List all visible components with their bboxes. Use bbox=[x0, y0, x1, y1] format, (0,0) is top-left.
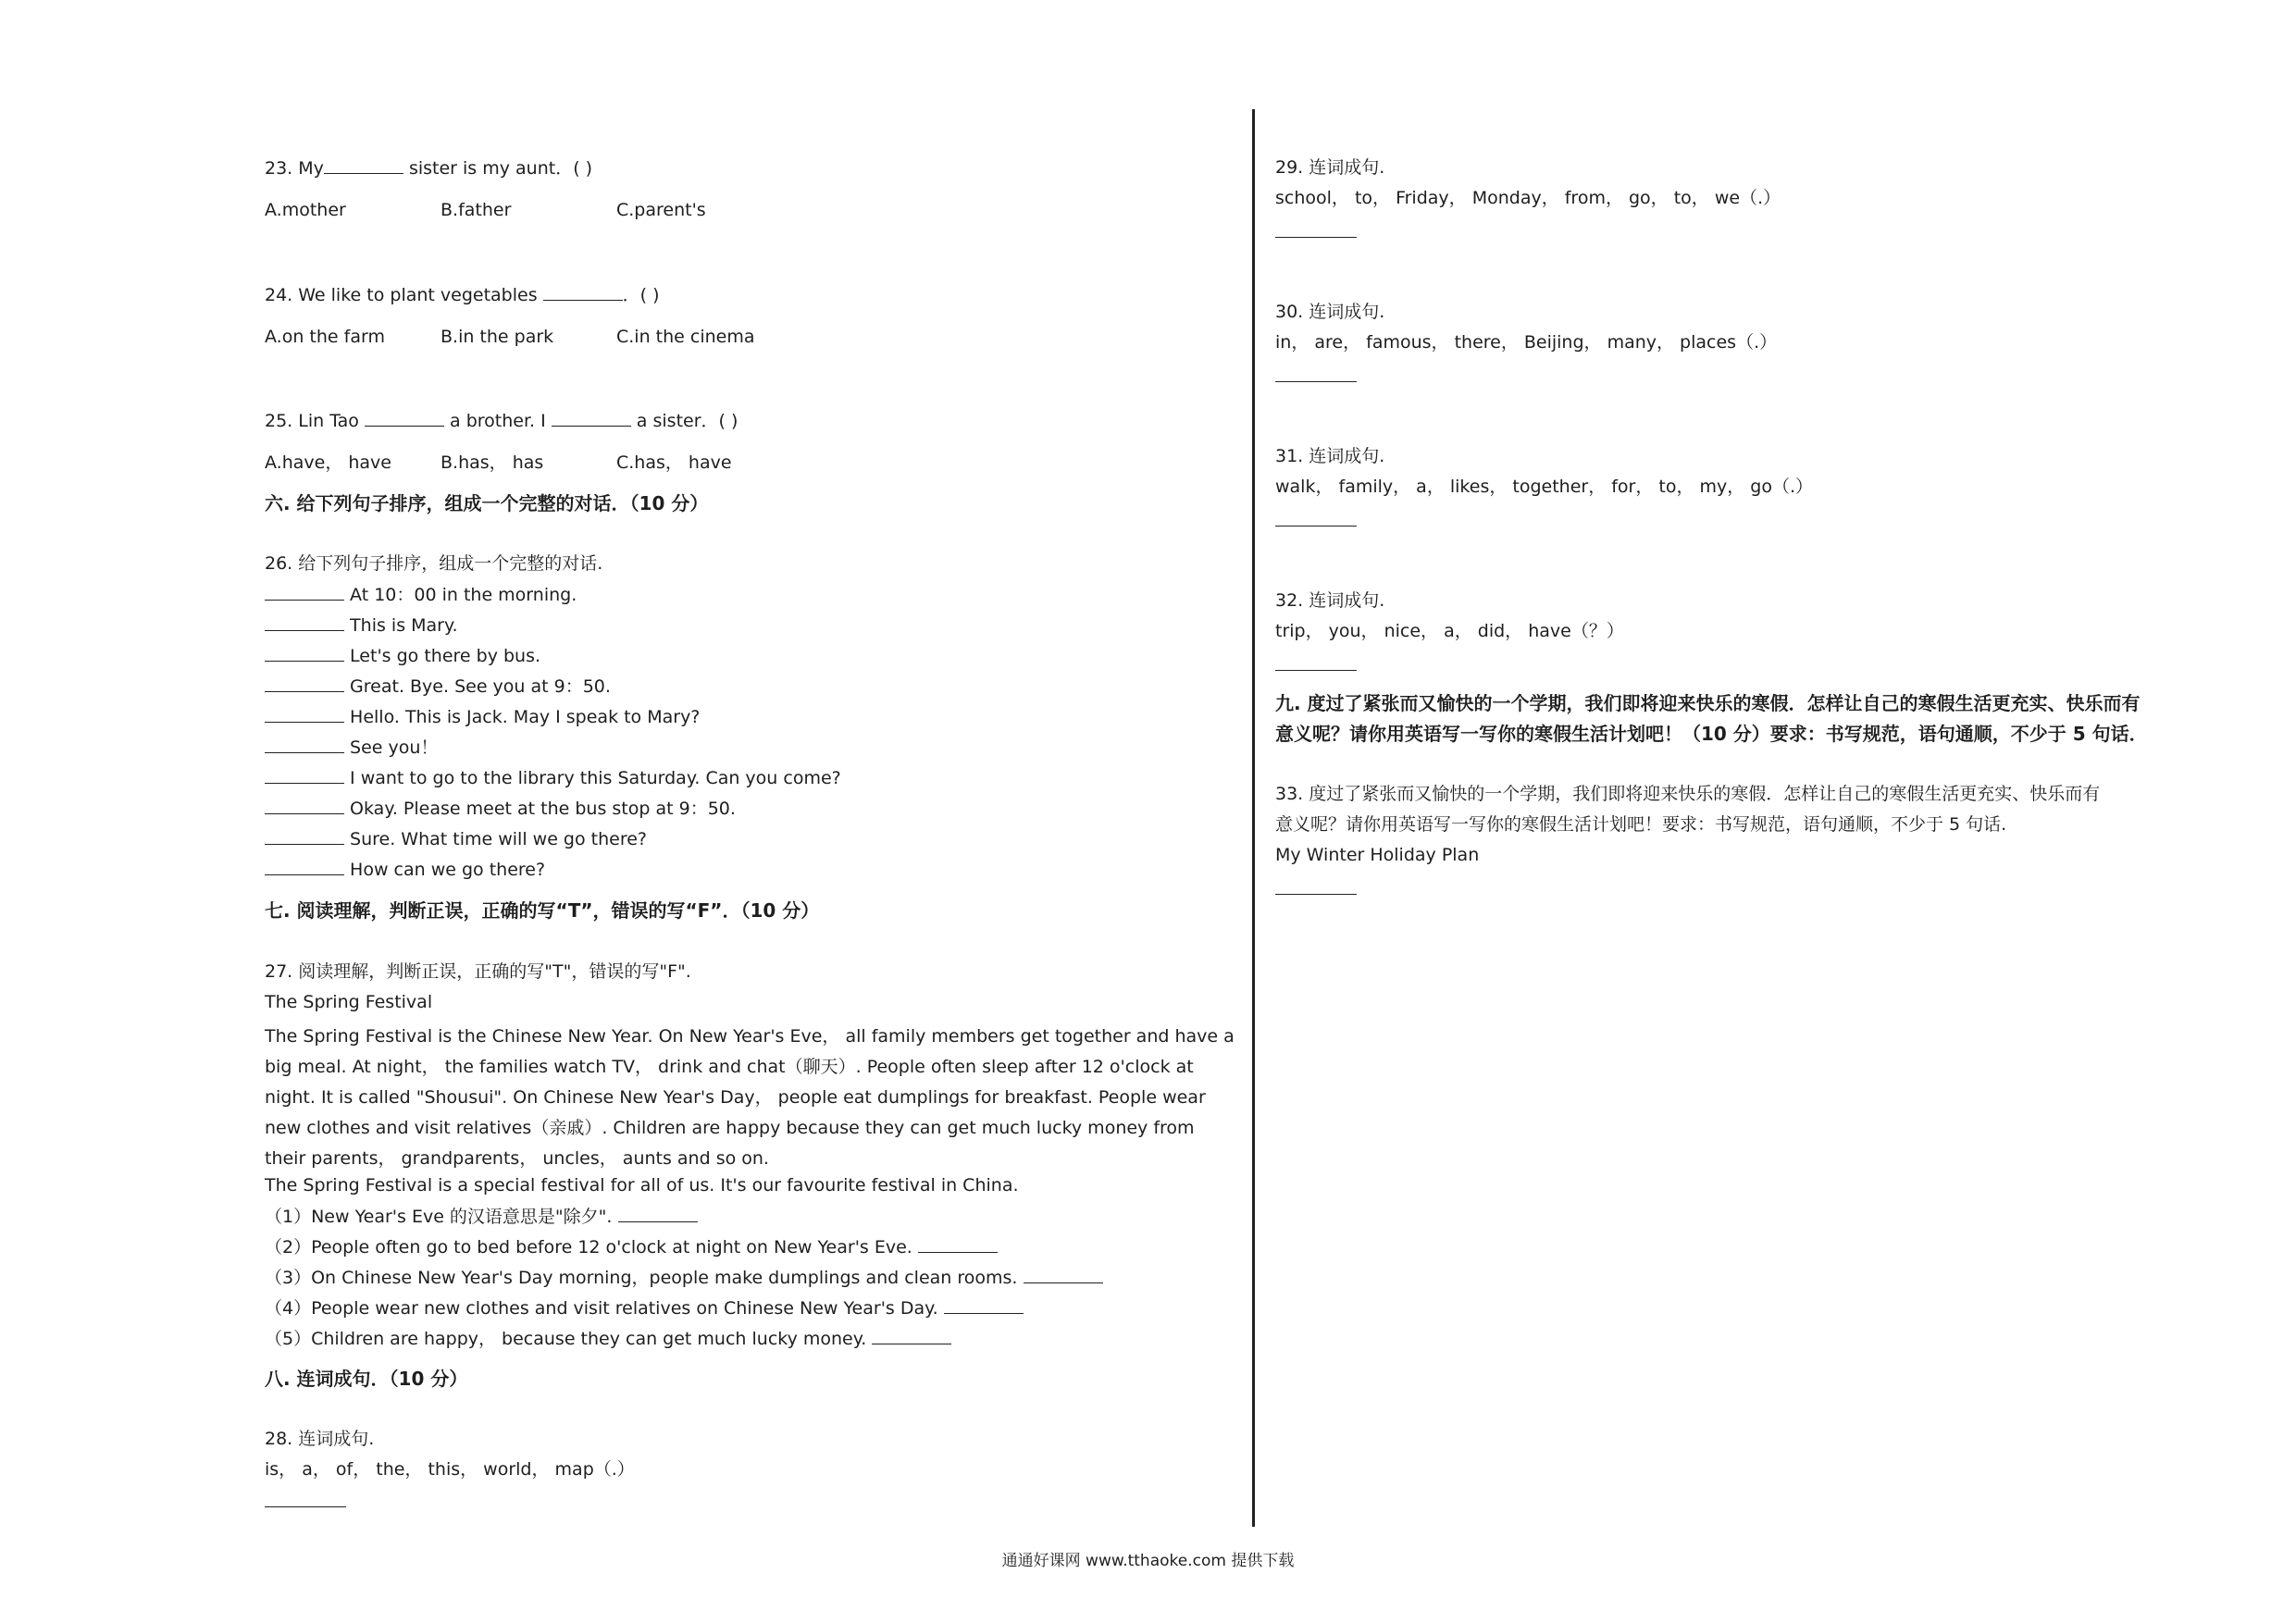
q24-option-a: A.on the farm bbox=[265, 327, 385, 347]
q23-option-c: C.parent's bbox=[616, 200, 706, 220]
q27-stem: 27. 阅读理解，判断正误，正确的写"T"，错误的写"F". bbox=[265, 961, 691, 982]
answer-blank[interactable] bbox=[265, 766, 344, 784]
q26-line: I want to go to the library this Saturday. Can you come? bbox=[265, 766, 841, 789]
q23-option-a: A.mother bbox=[265, 200, 346, 220]
section8-heading: 八. 连词成句．（10 分） bbox=[265, 1368, 468, 1390]
answer-blank[interactable] bbox=[265, 858, 344, 875]
q33-essay-title: My Winter Holiday Plan bbox=[1275, 845, 1480, 865]
q23-stem: 23. My sister is my aunt．( ) bbox=[265, 158, 593, 179]
q33-stem-line2: 意义呢？请你用英语写一写你的寒假生活计划吧！要求：书写规范，语句通顺，不少于 5 句话. bbox=[1275, 814, 2007, 835]
q25-stem: 25. Lin Tao a brother. I a sister．( ) bbox=[265, 411, 738, 431]
q31-stem: 31. 连词成句. bbox=[1275, 446, 1385, 466]
q26-line: This is Mary. bbox=[265, 613, 458, 637]
answer-blank[interactable] bbox=[918, 1235, 998, 1253]
section9-heading-line2: 意义呢？请你用英语写一写你的寒假生活计划吧！（10 分）要求：书写规范，语句通顺，不少于 5 句话． bbox=[1275, 723, 2148, 745]
answer-blank[interactable] bbox=[543, 283, 623, 301]
answer-blank[interactable] bbox=[265, 736, 344, 753]
q25-option-b: B.has， has bbox=[441, 452, 544, 473]
q26-line: Okay. Please meet at the bus stop at 9：50. bbox=[265, 797, 736, 820]
q27-item: （2）People often go to bed before 12 o'clock at night on New Year's Eve. bbox=[265, 1235, 998, 1258]
q27-item: （4）People wear new clothes and visit relatives on Chinese New Year's Day. bbox=[265, 1296, 1024, 1319]
q26-line: Hello. This is Jack. May I speak to Mary? bbox=[265, 705, 700, 728]
q26-line: See you！ bbox=[265, 736, 438, 759]
q27-passage-paragraph: The Spring Festival is the Chinese New Year. On New Year's Eve， all family members get together and have a big meal. At night， the families watch TV， drink and chat（聊天）. People often sleep after 12 o'clock at night. It is called "Shousui". On Chinese New Year's Day， people eat dumplings for breakfast. People wear new clothes and visit relatives（亲戚）. Children are happy because they can get much lucky money from their parents， grandparents， uncles， aunts and so on. bbox=[265, 1026, 1235, 1169]
q26-line: Great. Bye. See you at 9：50. bbox=[265, 675, 611, 698]
q31-words: walk， family， a， likes， together， for， to， my， go（.） bbox=[1275, 477, 1814, 497]
section9-heading-line1: 九. 度过了紧张而又愉快的一个学期，我们即将迎来快乐的寒假．怎样让自己的寒假生活更充实、快乐而有 bbox=[1275, 692, 2141, 714]
answer-blank[interactable] bbox=[265, 583, 344, 601]
answer-blank[interactable] bbox=[618, 1205, 698, 1222]
answer-line[interactable] bbox=[1275, 894, 1357, 895]
answer-blank[interactable] bbox=[1024, 1266, 1103, 1283]
answer-blank[interactable] bbox=[872, 1327, 951, 1344]
q33-stem-line1: 33. 度过了紧张而又愉快的一个学期，我们即将迎来快乐的寒假．怎样让自己的寒假生活更充实、快乐而有 bbox=[1275, 784, 2101, 804]
answer-blank[interactable] bbox=[265, 675, 344, 692]
q26-line: At 10：00 in the morning. bbox=[265, 583, 577, 606]
answer-line[interactable] bbox=[1275, 670, 1357, 671]
q24-option-c: C.in the cinema bbox=[616, 327, 755, 347]
q24-stem: 24. We like to plant vegetables ．( ) bbox=[265, 285, 660, 305]
q28-words: is， a， of， the， this， world， map（.） bbox=[265, 1459, 635, 1480]
answer-blank[interactable] bbox=[265, 644, 344, 662]
answer-blank[interactable] bbox=[265, 797, 344, 814]
q25-option-c: C.has， have bbox=[616, 452, 732, 473]
q29-stem: 29. 连词成句. bbox=[1275, 157, 1385, 178]
q27-item: （3）On Chinese New Year's Day morning，people make dumplings and clean rooms. bbox=[265, 1266, 1103, 1289]
answer-blank[interactable] bbox=[552, 409, 631, 427]
q32-words: trip， you， nice， a， did， have（？） bbox=[1275, 621, 1624, 641]
q24-option-b: B.in the park bbox=[441, 327, 554, 347]
section7-heading: 七. 阅读理解，判断正误，正确的写“T”，错误的写“F”．（10 分） bbox=[265, 899, 820, 922]
q30-words: in， are， famous， there， Beijing， many， places（.） bbox=[1275, 332, 1778, 353]
q26-line: Sure. What time will we go there? bbox=[265, 827, 647, 850]
q27-passage-paragraph: The Spring Festival is a special festival for all of us. It's our favourite festival in China. bbox=[265, 1175, 1019, 1196]
answer-line[interactable] bbox=[265, 1506, 346, 1507]
q30-stem: 30. 连词成句. bbox=[1275, 302, 1385, 322]
q27-item: （5）Children are happy， because they can get much lucky money. bbox=[265, 1327, 951, 1350]
q32-stem: 32. 连词成句. bbox=[1275, 590, 1385, 611]
q27-item: （1）New Year's Eve 的汉语意思是"除夕". bbox=[265, 1205, 698, 1228]
q25-option-a: A.have， have bbox=[265, 452, 391, 473]
answer-blank[interactable] bbox=[324, 156, 403, 174]
q26-stem: 26. 给下列句子排序，组成一个完整的对话. bbox=[265, 553, 603, 574]
column-divider bbox=[1252, 109, 1255, 1527]
q26-line: How can we go there? bbox=[265, 858, 545, 881]
page-footer: 通通好课网 www.tthaoke.com 提供下载 bbox=[1001, 1552, 1295, 1570]
q23-option-b: B.father bbox=[441, 200, 512, 220]
answer-blank[interactable] bbox=[265, 827, 344, 845]
answer-blank[interactable] bbox=[265, 705, 344, 723]
answer-blank[interactable] bbox=[265, 613, 344, 631]
answer-line[interactable] bbox=[1275, 237, 1357, 238]
answer-blank[interactable] bbox=[365, 409, 444, 427]
q27-passage-title: The Spring Festival bbox=[265, 992, 433, 1012]
section6-heading: 六. 给下列句子排序，组成一个完整的对话．（10 分） bbox=[265, 492, 709, 514]
q29-words: school， to， Friday， Monday， from， go， to， we（.） bbox=[1275, 188, 1781, 208]
answer-blank[interactable] bbox=[944, 1296, 1024, 1314]
answer-line[interactable] bbox=[1275, 526, 1357, 527]
answer-line[interactable] bbox=[1275, 381, 1357, 382]
q28-stem: 28. 连词成句. bbox=[265, 1429, 375, 1449]
q26-line: Let's go there by bus. bbox=[265, 644, 540, 667]
